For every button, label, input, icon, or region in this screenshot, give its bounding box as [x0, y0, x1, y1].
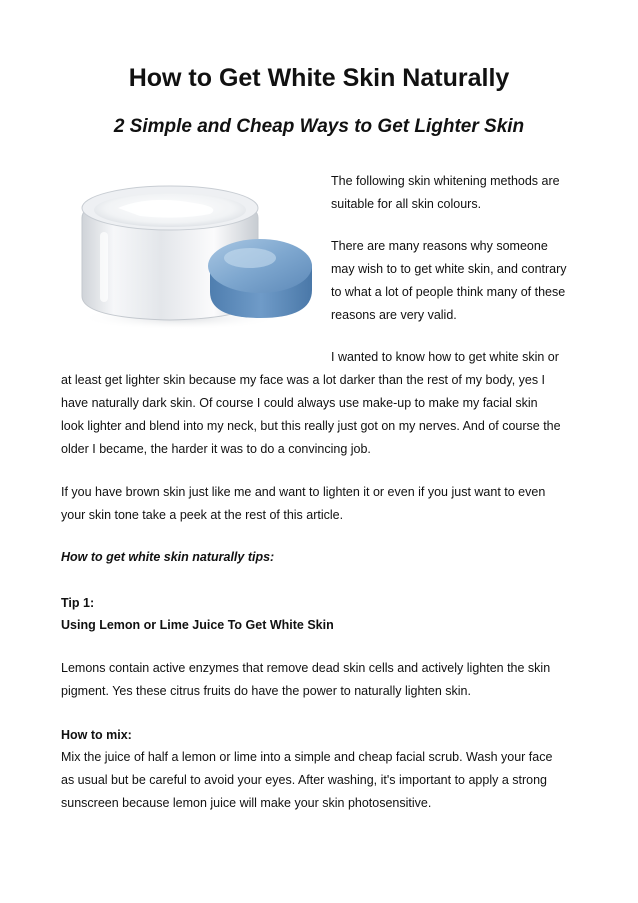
lemons-line: pigment. Yes these citrus fruits do have the power to naturally lighten skin.: [61, 684, 471, 698]
tip1-label: Tip 1:: [61, 596, 95, 610]
brown-skin-line: your skin tone take a peek at the rest of this article.: [61, 508, 344, 522]
tips-heading: How to get white skin naturally tips:: [61, 550, 275, 564]
reasons-line: There are many reasons why someone: [331, 239, 548, 253]
story-line: look lighter and blend into my neck, but this really just got on my nerves. And of course the: [61, 419, 561, 433]
reasons-line: may wish to to get white skin, and contrary: [331, 262, 567, 276]
story-line: at least get lighter skin because my face was a lot darker than the rest of my body, yes I: [61, 373, 546, 387]
story-line: I wanted to know how to get white skin or: [331, 350, 559, 364]
intro-line: suitable for all skin colours.: [331, 197, 482, 211]
how-to-mix-heading: How to mix:: [61, 728, 132, 742]
document-title: How to Get White Skin Naturally: [128, 64, 510, 92]
mix-line: sunscreen because lemon juice will make your skin photosensitive.: [61, 796, 432, 810]
story-line: older I became, the harder it was to do a convincing job.: [61, 442, 371, 456]
intro-line: The following skin whitening methods are: [331, 174, 560, 188]
brown-skin-line: If you have brown skin just like me and want to lighten it or even if you just want to even: [61, 485, 546, 499]
story-line: have naturally dark skin. Of course I could always use make-up to make my facial skin: [61, 396, 538, 410]
mix-line: Mix the juice of half a lemon or lime into a simple and cheap facial scrub. Wash your face: [61, 750, 553, 764]
cream-jar-illustration: [60, 168, 322, 334]
tip1-title: Using Lemon or Lime Juice To Get White Skin: [61, 618, 334, 632]
mix-line: as usual but be careful to avoid your eyes. After washing, it's important to apply a strong: [61, 773, 547, 787]
document-subtitle: 2 Simple and Cheap Ways to Get Lighter Skin: [113, 116, 525, 137]
lemons-line: Lemons contain active enzymes that remove dead skin cells and actively lighten the skin: [61, 661, 551, 675]
reasons-line: to what a lot of people think many of these: [331, 285, 566, 299]
reasons-line: reasons are very valid.: [331, 308, 457, 322]
